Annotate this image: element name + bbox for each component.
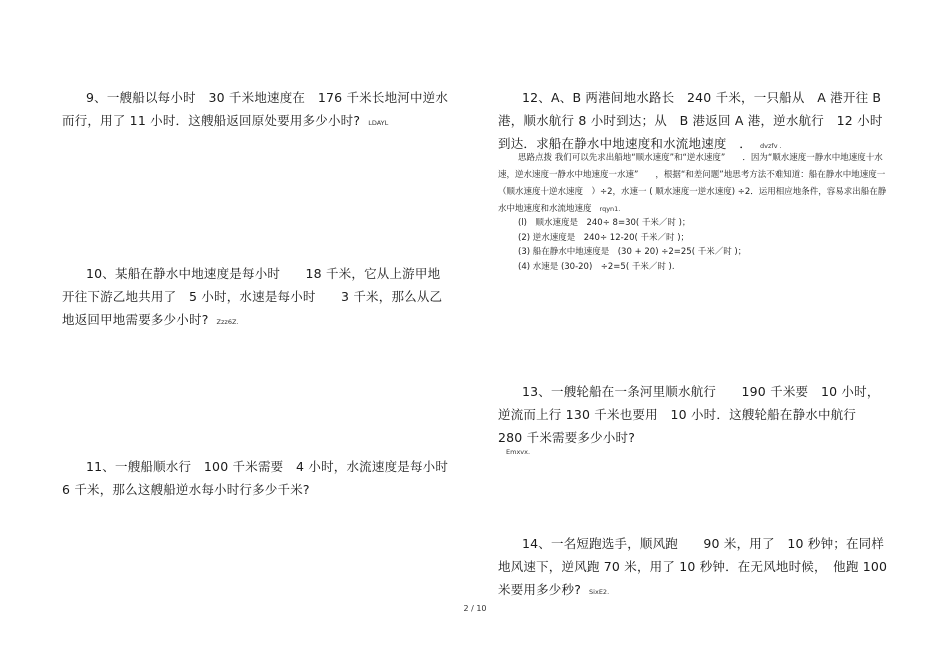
problem-9-code: LDAYL — [368, 119, 389, 127]
solution-step: (4) 水速是 (30-20) ÷2=5( 千米／时 ). — [518, 261, 675, 272]
problem-14 — [498, 532, 888, 604]
problem-11-text: 11、一艘船顺水行 100 千米需要 4 小时，水流速度是每小时 6 千米，那么这艘船逆水每小时行多少千米? — [62, 459, 474, 497]
problem-13 — [498, 380, 888, 457]
problem-11 — [62, 455, 474, 501]
page-number: 2 / 10 — [463, 604, 487, 613]
problem-13-text: 13、一艘轮船在一条河里顺水航行 190 千米要 10 小时，逆流而上行 130 千米也要用 10 小时．这艘轮船在静水中航行 280 千米需要多少小时? — [498, 384, 880, 445]
solution-hint-code: rqyn1. — [599, 205, 621, 213]
problem-10-text: 10、某船在静水中地速度是每小时 18 千米，它从上游甲地开往下游乙地共用了 5 小时，水速是每小时 3 千米，那么从乙地返回甲地需要多少小时? — [62, 266, 443, 327]
solution-hint-text: 思路点拨 我们可以先求出船地“顺水速度”和“逆水速度” ．因为“顺水速度一静水中地速度十水速，逆水速度一静水中地速度一水速” ，根据“和差问题”地思考方法不难知道：船在静水中地速度一 （顺水速度十逆水速度 ）÷2，水速一 ( 顺水速度一逆水速度) ÷2．运用相应地条件，容易求出船在静水中地速度和水流地速度 — [498, 153, 894, 214]
problem-14-code: SixE2. — [589, 588, 610, 596]
problem-12 — [498, 86, 888, 158]
problem-12-text: 12、A、B 两港间地水路长 240 千米，一只船从 A 港开往 B 港，顺水航行 8 小时到达；从 B 港返回 A 港，逆水航行 12 小时到达．求船在静水中地速度和水流地速度 ． — [498, 90, 883, 151]
problem-14-text: 14、一名短跑选手，顺风跑 90 米，用了 10 秒钟；在同样地风速下，逆风跑 70 米，用了 10 秒钟．在无风地时候， 他跑 100 米要用多少秒? — [498, 536, 888, 597]
solution-step: (l) 顺水速度是 240÷ 8=30( 千米／时 )； — [518, 218, 691, 228]
problem-9 — [62, 86, 452, 135]
problem-13-code: Emxvx. — [506, 448, 531, 456]
solution-step: (3) 船在静水中地速度是 (30 + 20) ÷2=25( 千米／时 )； — [518, 247, 747, 257]
solution-hint — [498, 150, 894, 218]
problem-10 — [62, 262, 452, 334]
problem-9-text: 9、一艘船以每小时 30 千米地速度在 176 千米长地河中逆水而行，用了 11 小时．这艘船返回原处要用多少小时? — [62, 90, 449, 128]
problem-12-code: dvzfv . — [760, 142, 782, 150]
problem-10-code: Zzz6Z. — [216, 318, 239, 326]
solution-step: (2) 逆水速度是 240÷ 12-20( 千米／时 )； — [518, 232, 690, 243]
solution-steps — [518, 216, 878, 274]
